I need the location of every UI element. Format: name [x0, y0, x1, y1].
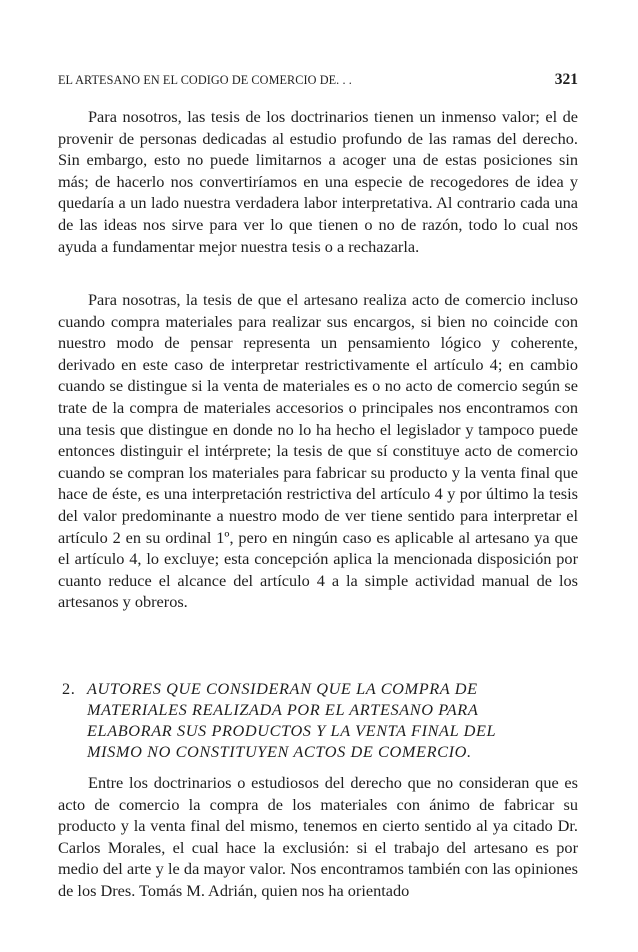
- page-header: [58, 71, 578, 93]
- section-title-line: ELABORAR SUS PRODUCTOS Y LA VENTA FINAL DEL: [87, 721, 497, 740]
- section-title-line: AUTORES QUE CONSIDERAN QUE LA COMPRA DE: [87, 679, 478, 698]
- section-title: [87, 678, 576, 762]
- paragraph-doctrine-value: [58, 106, 578, 257]
- page-number: 321: [554, 71, 578, 88]
- paragraph-authors-thesis: [58, 289, 578, 613]
- paragraph-text: Para nosotras, la tesis de que el artesano realiza acto de comercio incluso cuando compra materiales para realizar sus encargos, si bien no coincide con nuestro modo de pensar representa un pensamiento lógico y coherente, derivado en este caso de interpretar restrictivamente el artículo 4; en cambio cuando se distingue si la venta de materiales es o no acto de comercio según se trate de la compra de materiales accesorios o principales nos encontramos con una tesis que distingue en donde no lo ha hecho el legislador y tampoco puede entonces distinguir el intérprete; la tesis de que sí constituye acto de comercio cuando se compran los materiales para fabricar su producto y la venta final que hace de éste, es una interpretación restrictiva del artículo 4 y por último la tesis del valor predominante a nuestro modo de ver tiene sentido para interpretar el artículo 2 en su ordinal 1º, pero en ningún caso es aplicable al artesano ya que el artículo 4, lo excluye; esta concepción aplica la mencionada disposición por cuanto reduce el alcance del artículo 4 a la simple actividad manual de los artesanos y obreros.: [58, 290, 578, 612]
- paragraph-doctrinaires: [58, 772, 578, 902]
- running-head: EL ARTESANO EN EL CODIGO DE COMERCIO DE. . .: [58, 73, 352, 87]
- section-title-line: MISMO NO CONSTITUYEN ACTOS DE COMERCIO.: [87, 742, 472, 761]
- paragraph-text: Para nosotros, las tesis de los doctrinarios tienen un inmenso valor; el de provenir de personas dedicadas al estudio profundo de las ramas del derecho. Sin embargo, esto no puede limitarnos a acoger una de estas posiciones sin más; de hacerlo nos convertiríamos en una especie de recogedores de idea y quedaría a un lado nuestra verdadera labor interpretativa. Al contrario cada una de las ideas nos sirve para ver lo que tienen o no de razón, todo lo cual nos ayuda a fundamentar mejor nuestra tesis o a rechazarla.: [58, 107, 578, 256]
- section-title-line: MATERIALES REALIZADA POR EL ARTESANO PARA: [87, 700, 479, 719]
- section-number: 2.: [62, 679, 76, 698]
- paragraph-text: Entre los doctrinarios o estudiosos del derecho que no consideran que es acto de comercio la compra de los materiales con ánimo de fabricar su producto y la venta final del mismo, tenemos en cierto sentido al ya citado Dr. Carlos Morales, el cual hace la exclusión: si el trabajo del artesano es por medio del arte y le da mayor valor. Nos encontramos también con las opiniones de los Dres. Tomás M. Adrián, quien nos ha orientado: [58, 773, 578, 900]
